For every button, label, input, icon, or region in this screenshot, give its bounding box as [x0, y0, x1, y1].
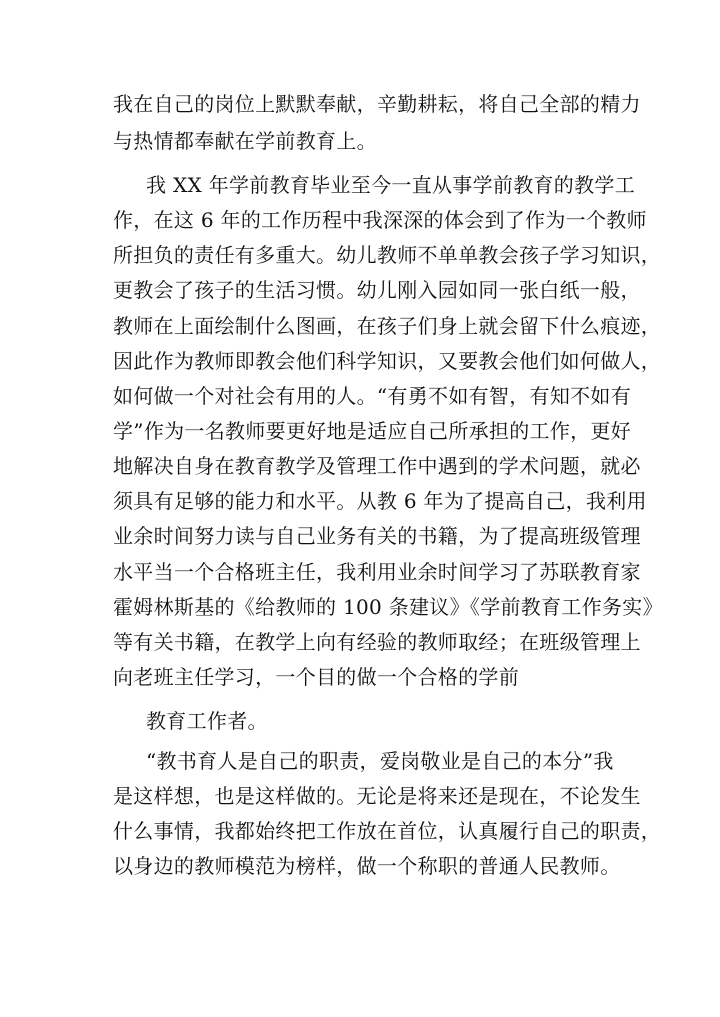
text-line: 作，在这 6 年的工作历程中我深深的体会到了作为一个教师 [113, 208, 647, 232]
text-line: 因此作为教师即教会他们科学知识，又要教会他们如何做人， [113, 349, 662, 373]
text-line: 以身边的教师模范为榜样，做一个称职的普通人民教师。 [113, 854, 621, 878]
text-line: 更教会了孩子的生活习惯。幼儿刚入园如同一张白纸一般， [113, 278, 641, 302]
text-line: 教师在上面绘制什么图画，在孩子们身上就会留下什么痕迹， [113, 314, 662, 338]
text-line: “教书育人是自己的职责，爱岗敬业是自己的本分”我 [146, 749, 614, 773]
text-line: 学”作为一名教师要更好地是适应自己所承担的工作，更好 [113, 419, 632, 443]
text-line: 我 XX 年学前教育毕业至今一直从事学前教育的教学工 [146, 173, 635, 197]
text-line: 与热情都奉献在学前教育上。 [113, 129, 377, 153]
text-line: 地解决自身在教育教学及管理工作中遇到的学术问题，就必 [113, 454, 641, 478]
text-line: 所担负的责任有多重大。幼儿教师不单单教会孩子学习知识， [113, 243, 662, 267]
text-line: 水平当一个合格班主任，我利用业余时间学习了苏联教育家 [113, 560, 641, 584]
text-line: 等有关书籍，在教学上向有经验的教师取经；在班级管理上 [113, 630, 641, 654]
text-line: 向老班主任学习，一个目的做一个合格的学前 [113, 665, 519, 689]
text-line: 须具有足够的能力和水平。从教 6 年为了提高自己，我利用 [113, 489, 647, 513]
text-line: 是这样想，也是这样做的。无论是将来还是现在，不论发生 [113, 784, 641, 808]
text-line: 业余时间努力读与自己业务有关的书籍，为了提高班级管理 [113, 524, 641, 548]
text-line: 我在自己的岗位上默默奉献，辛勤耕耘，将自己全部的精力 [113, 92, 641, 116]
text-line: 什么事情，我都始终把工作放在首位，认真履行自己的职责， [113, 819, 662, 843]
text-line: 霍姆林斯基的《给教师的 100 条建议》《学前教育工作务实》 [113, 595, 663, 619]
text-line: 教育工作者。 [146, 709, 268, 733]
text-line: 如何做一个对社会有用的人。“有勇不如有智，有知不如有 [113, 384, 632, 408]
